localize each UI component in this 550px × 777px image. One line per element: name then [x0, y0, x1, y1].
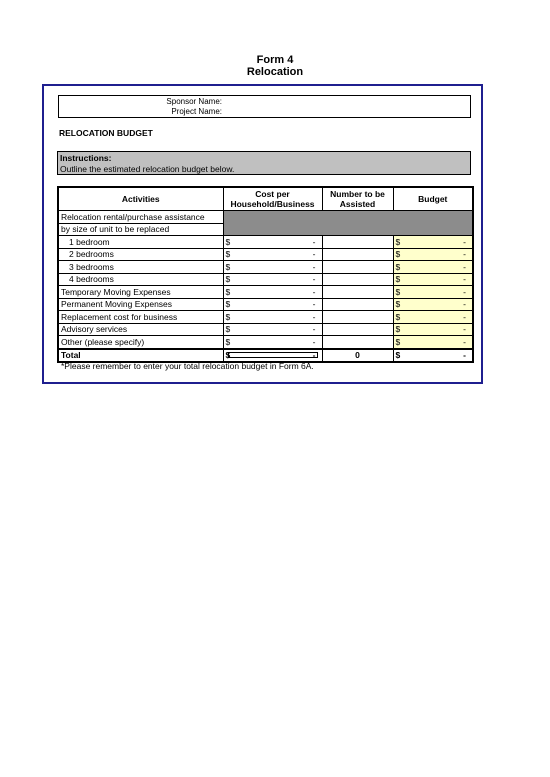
sponsor-info-box [58, 95, 471, 118]
budget-cell[interactable] [393, 336, 473, 349]
budget-cell[interactable] [393, 261, 473, 274]
table-row [58, 336, 473, 349]
currency-symbol: $ [395, 311, 401, 322]
currency-symbol: $ [225, 274, 231, 285]
value-dash: - [463, 236, 466, 247]
number-cell[interactable] [322, 286, 393, 299]
header-cost: Cost per Household/Business [223, 187, 322, 211]
value-dash: - [463, 336, 466, 347]
sponsor-name-label: Sponsor Name: [166, 97, 222, 106]
value-dash: - [463, 299, 466, 310]
number-cell[interactable] [322, 311, 393, 324]
currency-symbol: $ [225, 299, 231, 310]
value-dash: - [312, 350, 316, 361]
number-cell[interactable] [322, 298, 393, 311]
table-row [58, 298, 473, 311]
value-dash: - [312, 286, 316, 297]
currency-symbol: $ [225, 249, 231, 260]
row-label: 2 bedrooms [58, 248, 223, 261]
table-row [58, 273, 473, 286]
currency-symbol: $ [225, 236, 231, 247]
currency-symbol: $ [225, 324, 231, 335]
value-dash: - [463, 311, 466, 322]
table-row [58, 261, 473, 274]
table-row [58, 286, 473, 299]
cost-cell[interactable] [223, 323, 322, 336]
budget-cell[interactable] [393, 236, 473, 249]
total-number: 0 [355, 350, 360, 361]
cost-cell[interactable] [223, 336, 322, 349]
value-dash: - [312, 311, 316, 322]
value-dash: - [312, 249, 316, 260]
total-label: Total [58, 349, 223, 363]
header-number: Number to be Assisted [322, 187, 393, 211]
number-cell[interactable] [322, 273, 393, 286]
budget-cell[interactable] [393, 298, 473, 311]
group-row [58, 211, 473, 224]
currency-symbol: $ [395, 336, 401, 347]
number-cell[interactable] [322, 236, 393, 249]
budget-cell[interactable] [393, 273, 473, 286]
footnote: *Please remember to enter your total relocation budget in Form 6A. [61, 361, 314, 371]
currency-symbol: $ [395, 286, 401, 297]
budget-cell[interactable] [393, 286, 473, 299]
row-label: 4 bedrooms [58, 273, 223, 286]
group-label-2: by size of unit to be replaced [58, 223, 223, 236]
budget-cell[interactable] [393, 323, 473, 336]
number-cell[interactable] [322, 261, 393, 274]
currency-symbol: $ [395, 249, 401, 260]
cost-cell[interactable] [223, 236, 322, 249]
currency-symbol: $ [225, 286, 231, 297]
header-budget: Budget [393, 187, 473, 211]
currency-symbol: $ [225, 311, 231, 322]
relocation-budget-table [57, 186, 474, 363]
table-row [58, 311, 473, 324]
value-dash: - [312, 336, 316, 347]
budget-cell[interactable] [393, 311, 473, 324]
form-subtitle: Relocation [246, 66, 304, 78]
row-label: Replacement cost for business [58, 311, 223, 324]
form-title: Form 4 [256, 54, 294, 66]
value-dash: - [312, 274, 316, 285]
value-dash: - [463, 324, 466, 335]
table-header-row [58, 187, 473, 211]
currency-symbol: $ [225, 350, 231, 361]
group-label-1: Relocation rental/purchase assistance [58, 211, 223, 224]
value-dash: - [312, 261, 316, 272]
table-row [58, 323, 473, 336]
currency-symbol: $ [395, 274, 401, 285]
currency-symbol: $ [225, 336, 231, 347]
cost-cell[interactable] [223, 273, 322, 286]
total-number-cell[interactable] [322, 349, 393, 363]
grey-fill [223, 211, 473, 236]
project-name-label: Project Name: [171, 107, 222, 116]
table-row [58, 248, 473, 261]
value-dash: - [312, 236, 316, 247]
header-activities: Activities [58, 187, 223, 211]
currency-symbol: $ [395, 299, 401, 310]
number-cell[interactable] [322, 336, 393, 349]
number-cell[interactable] [322, 323, 393, 336]
currency-symbol: $ [395, 350, 401, 361]
total-budget-cell[interactable] [393, 349, 473, 363]
section-heading: RELOCATION BUDGET [59, 128, 153, 138]
instructions-text: Outline the estimated relocation budget below. [60, 164, 235, 174]
row-label: Temporary Moving Expenses [58, 286, 223, 299]
budget-cell[interactable] [393, 248, 473, 261]
instructions-box [57, 151, 471, 175]
row-label: 1 bedroom [58, 236, 223, 249]
value-dash: - [463, 249, 466, 260]
row-label: 3 bedrooms [58, 261, 223, 274]
cost-cell[interactable] [223, 311, 322, 324]
total-row [58, 349, 473, 363]
table-row [58, 236, 473, 249]
value-dash: - [463, 286, 466, 297]
currency-symbol: $ [395, 324, 401, 335]
row-label: Permanent Moving Expenses [58, 298, 223, 311]
currency-symbol: $ [225, 261, 231, 272]
cost-cell[interactable] [223, 248, 322, 261]
currency-symbol: $ [395, 261, 401, 272]
number-cell[interactable] [322, 248, 393, 261]
value-dash: - [312, 324, 316, 335]
cost-cell[interactable] [223, 286, 322, 299]
row-label: Other (please specify) [58, 336, 223, 349]
cost-cell[interactable] [223, 261, 322, 274]
value-dash: - [463, 261, 466, 272]
row-label: Advisory services [58, 323, 223, 336]
cost-cell[interactable] [223, 298, 322, 311]
currency-symbol: $ [395, 236, 401, 247]
value-dash: - [312, 299, 316, 310]
total-cost-cell[interactable] [223, 349, 322, 363]
value-dash: - [463, 350, 466, 361]
instructions-title: Instructions: [60, 153, 112, 163]
value-dash: - [463, 274, 466, 285]
